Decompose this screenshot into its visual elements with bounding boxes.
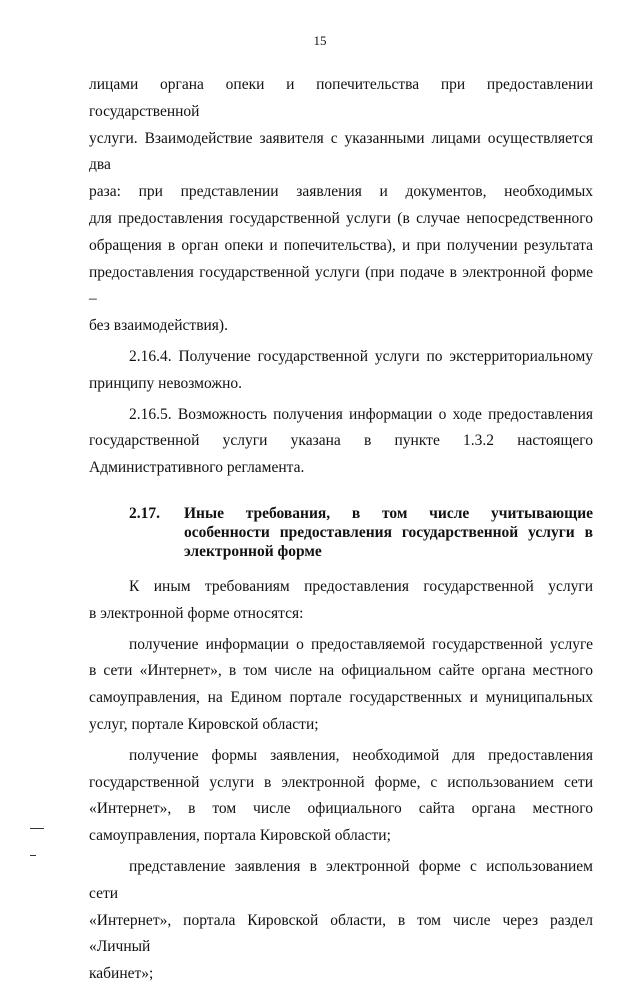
text-line: услуги. Взаимодействие заявителя с указанными лицами осуществляется два xyxy=(89,129,593,174)
text-line: представление заявления в электронной форме с использованием сети xyxy=(89,857,593,902)
text-line: лицами органа опеки и попечительства при предоставлении государственной xyxy=(89,76,593,120)
text-line: государственной услуги указана в пункте 1.3.2 настоящего xyxy=(89,432,593,450)
text-line: услуг, портале Кировской области; xyxy=(89,715,319,733)
text-line: для предоставления государственной услуги (в случае непосредственного xyxy=(89,209,593,227)
text-line: государственной услуги в электронной форме, с использованием сети xyxy=(89,773,593,791)
text-line: самоуправления, на Едином портале государственных и муниципальных xyxy=(89,689,593,707)
text-line: получение информации о предоставляемой государственной услуге xyxy=(129,635,593,653)
text-line: предоставления государственной услуги (при подаче в электронной форме – xyxy=(89,263,593,308)
text-line: К иным требованиям предоставления государственной услуги xyxy=(129,577,593,595)
text-line: 2.16.5. Возможность получения информации о ходе предоставления xyxy=(129,405,593,423)
text-line: «Интернет», портала Кировской области, в том числе через раздел «Личный xyxy=(89,911,593,956)
text-line: в сети «Интернет», в том числе на официальном сайте органа местного xyxy=(89,662,593,680)
text-line: получение формы заявления, необходимой для предоставления xyxy=(129,746,593,764)
paragraph xyxy=(89,574,593,628)
document-body xyxy=(89,68,593,988)
scan-mark xyxy=(30,855,36,856)
paragraph xyxy=(89,402,593,482)
section-number: 2.17. xyxy=(129,504,160,522)
paragraph xyxy=(89,72,593,340)
text-line: раза: при представлении заявления и документов, необходимых xyxy=(89,183,593,201)
text-line: без взаимодействия). xyxy=(89,317,228,335)
paragraph xyxy=(89,854,593,988)
text-line: 2.16.4. Получение государственной услуги по экстерриториальному xyxy=(129,347,593,365)
scan-mark xyxy=(30,828,44,829)
paragraph xyxy=(89,344,593,398)
text-line: в электронной форме относятся: xyxy=(89,604,304,622)
text-line: кабинет»; xyxy=(89,965,154,983)
section-heading xyxy=(89,504,593,561)
paragraph xyxy=(89,743,593,850)
section-title: Иные требования, в том числе учитывающие особенности предоставления государственной услуги в электронной форме xyxy=(184,504,593,560)
text-line: принципу невозможно. xyxy=(89,374,242,392)
text-line: обращения в орган опеки и попечительства), и при получении результата xyxy=(89,236,593,254)
text-line: «Интернет», в том числе официального сайта органа местного xyxy=(89,800,593,818)
text-line: Административного регламента. xyxy=(89,459,305,477)
page-number: 15 xyxy=(313,33,327,48)
paragraph xyxy=(89,632,593,739)
text-line: самоуправления, портала Кировской области; xyxy=(89,827,391,845)
